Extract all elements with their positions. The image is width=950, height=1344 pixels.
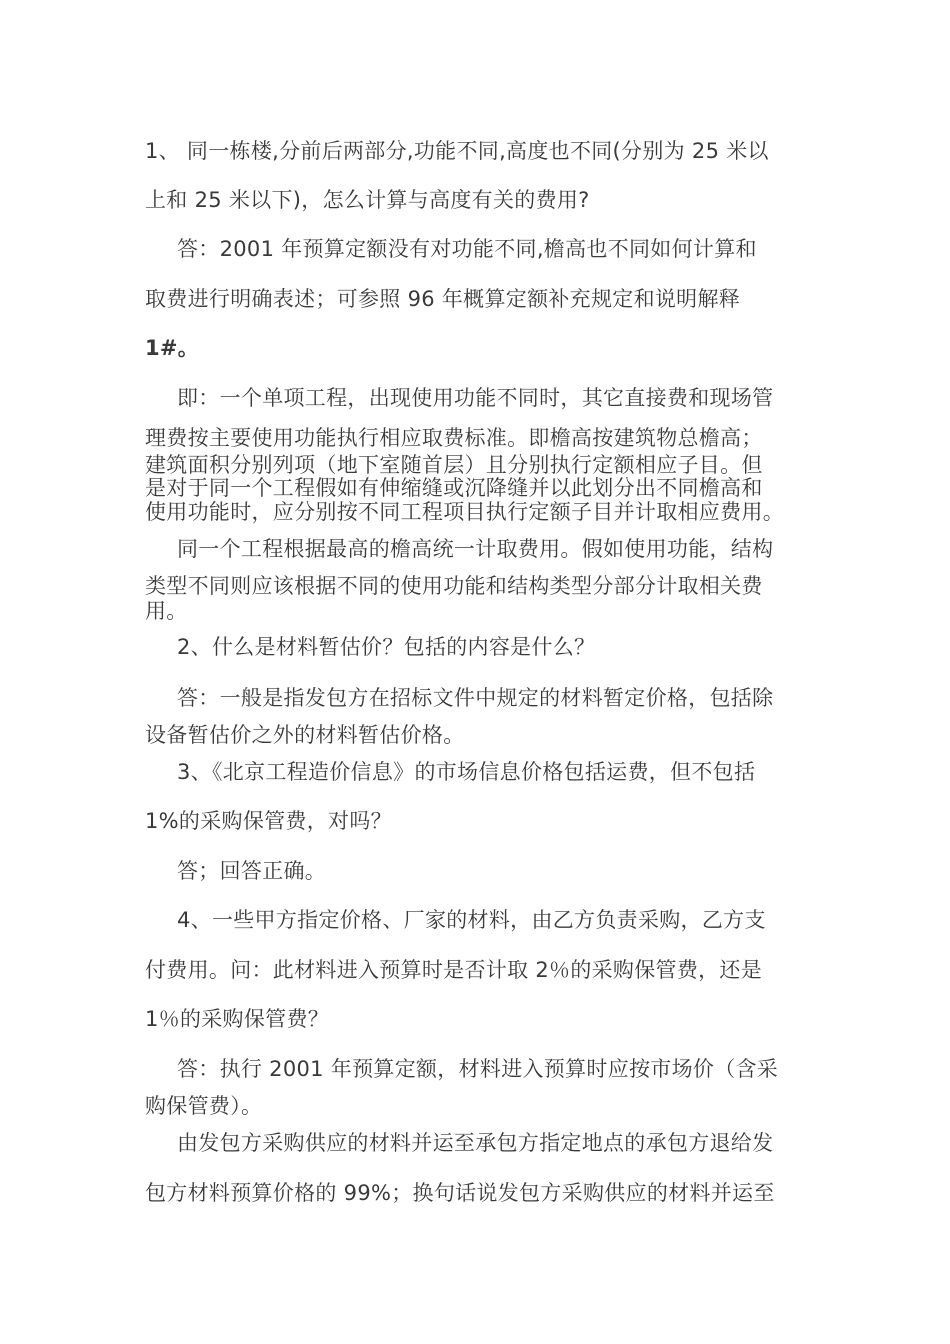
answer-3: 答；回答正确。 — [177, 859, 327, 883]
answer-1-line-1: 答：2001 年预算定额没有对功能不同,檐高也不同如何计算和 — [177, 237, 757, 261]
answer-1-line-3: 1#。 — [145, 336, 200, 360]
answer-2-line-1: 答：一般是指发包方在招标文件中规定的材料暂定价格，包括除 — [177, 686, 774, 710]
answer-1-explain-line-2: 理费按主要使用功能执行相应取费标准。即檐高按建筑物总檐高； — [145, 426, 763, 450]
question-3-line-1: 3、《北京工程造价信息》的市场信息价格包括运费，但不包括 — [177, 760, 756, 784]
answer-1-explain-line-3: 建筑面积分别列项（地下室随首层）且分别执行定额相应子目。但 — [145, 453, 763, 477]
answer-1-note-line-1: 同一个工程根据最高的檐高统一计取费用。假如使用功能，结构 — [177, 537, 774, 561]
answer-4-detail-line-1: 由发包方采购供应的材料并运至承包方指定地点的承包方退给发 — [177, 1131, 774, 1155]
answer-2-line-2: 设备暂估价之外的材料暂估价格。 — [145, 723, 465, 747]
answer-1-note-line-3: 用。 — [145, 599, 188, 623]
question-2: 2、什么是材料暂估价？包括的内容是什么？ — [177, 635, 596, 659]
question-4-line-1: 4、一些甲方指定价格、厂家的材料，由乙方负责采购，乙方支 — [177, 908, 766, 932]
answer-1-line-2: 取费进行明确表述；可参照 96 年概算定额补充规定和说明解释 — [145, 287, 741, 311]
question-3-line-2: 1%的采购保管费，对吗？ — [145, 809, 392, 833]
question-4-line-2: 付费用。问：此材料进入预算时是否计取 2％的采购保管费，还是 — [145, 958, 763, 982]
answer-4-detail-line-2: 包方材料预算价格的 99%；换句话说发包方采购供应的材料并运至 — [145, 1181, 775, 1205]
answer-4-line-1: 答：执行 2001 年预算定额，材料进入预算时应按市场价（含采 — [177, 1057, 779, 1081]
question-4-line-3: 1％的采购保管费？ — [145, 1007, 330, 1031]
answer-1-note-line-2: 类型不同则应该根据不同的使用功能和结构类型分部分计取相关费 — [145, 574, 763, 598]
question-1-line-2: 上和 25 米以下)，怎么计算与高度有关的费用? — [145, 188, 590, 212]
answer-1-explain-line-1: 即：一个单项工程，出现使用功能不同时，其它直接费和现场管 — [177, 386, 774, 410]
answer-4-line-2: 购保管费）。 — [145, 1094, 263, 1118]
question-1-line-1: 1、 同一栋楼,分前后两部分,功能不同,高度也不同(分别为 25 米以 — [145, 139, 769, 163]
answer-1-explain-line-4: 是对于同一个工程假如有伸缩缝或沉降缝并以此划分出不同檐高和 — [145, 476, 763, 500]
answer-1-explain-line-5: 使用功能时，应分别按不同工程项目执行定额子目并计取相应费用。 — [145, 500, 784, 524]
